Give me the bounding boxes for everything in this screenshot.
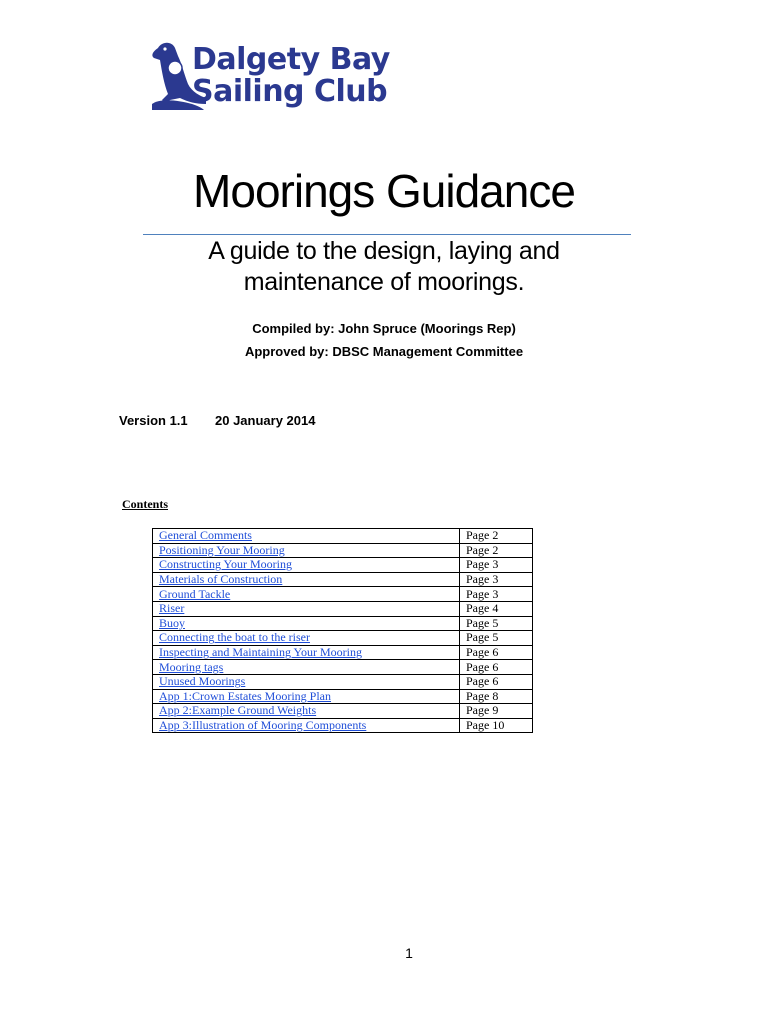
toc-link[interactable]: App 3:Illustration of Mooring Components xyxy=(159,718,367,733)
toc-title-cell xyxy=(153,543,460,558)
table-row xyxy=(153,631,533,646)
toc-title-cell xyxy=(153,645,460,660)
toc-link[interactable]: Inspecting and Maintaining Your Mooring xyxy=(159,645,362,660)
table-row xyxy=(153,645,533,660)
table-row xyxy=(153,587,533,602)
toc-link[interactable]: General Comments xyxy=(159,528,252,543)
table-row xyxy=(153,572,533,587)
toc-title-cell xyxy=(153,529,460,544)
toc-page-cell: Page 3 xyxy=(460,558,533,573)
toc-link[interactable]: Materials of Construction xyxy=(159,572,283,587)
toc-title-cell xyxy=(153,572,460,587)
toc-page-cell: Page 2 xyxy=(460,543,533,558)
toc-title-cell xyxy=(153,689,460,704)
toc-page-cell: Page 2 xyxy=(460,529,533,544)
toc-title-cell xyxy=(153,587,460,602)
toc-link[interactable]: App 2:Example Ground Weights xyxy=(159,703,317,718)
contents-table xyxy=(152,528,533,733)
toc-title-cell xyxy=(153,674,460,689)
toc-page-cell: Page 3 xyxy=(460,587,533,602)
version-label: Version 1.1 xyxy=(119,413,188,428)
table-row xyxy=(153,718,533,733)
table-row xyxy=(153,558,533,573)
subtitle xyxy=(0,236,768,298)
toc-page-cell: Page 6 xyxy=(460,674,533,689)
version-date: 20 January 2014 xyxy=(215,413,316,428)
toc-link[interactable]: Connecting the boat to the riser xyxy=(159,630,310,645)
subtitle-line1: A guide to the design, laying and xyxy=(208,237,560,265)
page-number: 1 xyxy=(405,945,413,961)
logo-text-line1: Dalgety Bay xyxy=(192,42,390,77)
toc-page-cell: Page 5 xyxy=(460,616,533,631)
toc-page-cell: Page 8 xyxy=(460,689,533,704)
toc-link[interactable]: Mooring tags xyxy=(159,659,224,674)
toc-page-cell: Page 6 xyxy=(460,645,533,660)
compiled-by: Compiled by: John Spruce (Moorings Rep) xyxy=(252,321,516,336)
table-row xyxy=(153,660,533,675)
toc-link[interactable]: Ground Tackle xyxy=(159,586,231,601)
toc-title-cell xyxy=(153,704,460,719)
page-title: Moorings Guidance xyxy=(193,165,575,217)
toc-link[interactable]: Unused Moorings xyxy=(159,674,246,689)
club-logo xyxy=(148,38,438,114)
toc-title-cell xyxy=(153,660,460,675)
toc-link[interactable]: App 1:Crown Estates Mooring Plan xyxy=(159,688,331,703)
contents-heading: Contents xyxy=(122,497,169,511)
table-row xyxy=(153,529,533,544)
table-row xyxy=(153,601,533,616)
table-row xyxy=(153,704,533,719)
toc-page-cell: Page 4 xyxy=(460,601,533,616)
toc-link[interactable]: Buoy xyxy=(159,615,186,630)
table-row xyxy=(153,616,533,631)
toc-page-cell: Page 6 xyxy=(460,660,533,675)
toc-page-cell: Page 3 xyxy=(460,572,533,587)
table-row xyxy=(153,543,533,558)
toc-title-cell xyxy=(153,631,460,646)
toc-link[interactable]: Constructing Your Mooring xyxy=(159,557,293,572)
title-divider xyxy=(143,234,631,235)
toc-title-cell xyxy=(153,616,460,631)
toc-page-cell: Page 10 xyxy=(460,718,533,733)
approved-by: Approved by: DBSC Management Committee xyxy=(244,344,524,359)
table-row xyxy=(153,674,533,689)
toc-page-cell: Page 9 xyxy=(460,704,533,719)
toc-link[interactable]: Riser xyxy=(159,601,185,616)
toc-page-cell: Page 5 xyxy=(460,631,533,646)
subtitle-line2: maintenance of moorings. xyxy=(243,268,525,296)
toc-link[interactable]: Positioning Your Mooring xyxy=(159,542,285,557)
toc-title-cell xyxy=(153,718,460,733)
table-row xyxy=(153,689,533,704)
toc-title-cell xyxy=(153,601,460,616)
toc-title-cell xyxy=(153,558,460,573)
logo-text-line2: Sailing Club xyxy=(192,74,388,109)
